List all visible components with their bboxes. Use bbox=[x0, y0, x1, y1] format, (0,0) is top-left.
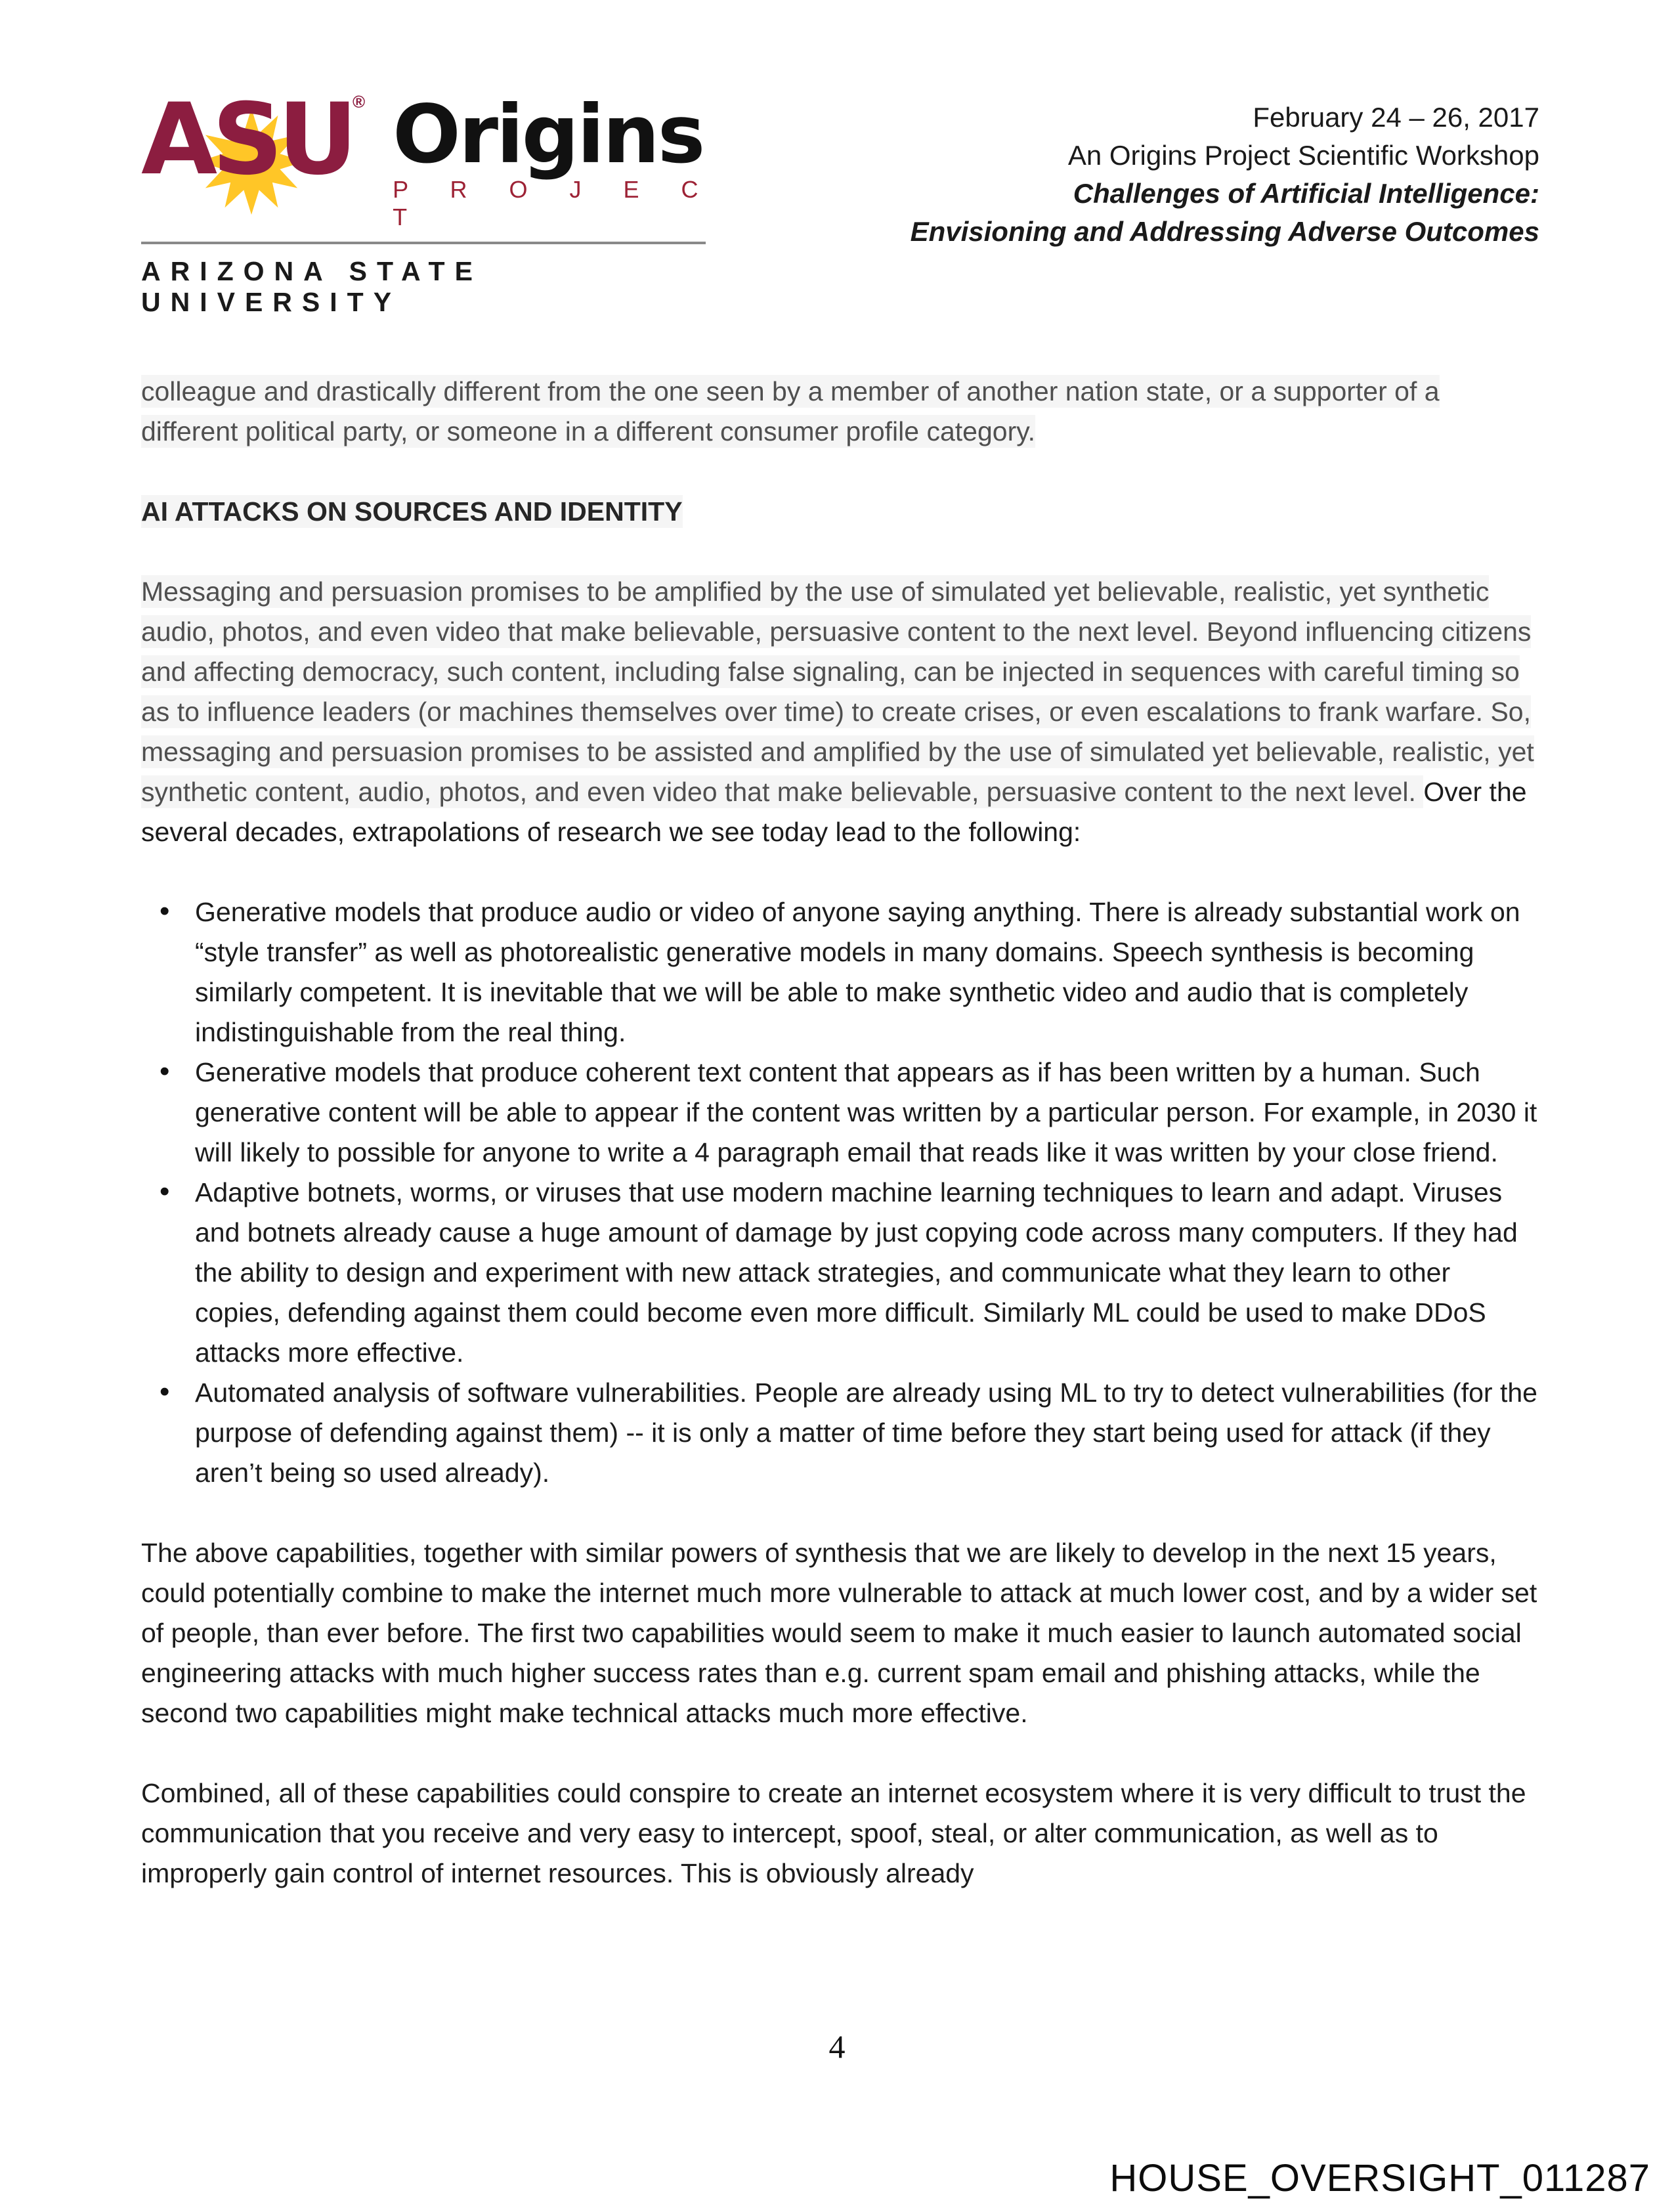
document-body bbox=[0, 318, 1674, 1894]
registered-trademark-icon: ® bbox=[352, 92, 366, 112]
workshop-title-line2: Envisioning and Addressing Adverse Outcomes bbox=[910, 216, 1539, 247]
logo-divider bbox=[141, 242, 706, 244]
capabilities-paragraph: The above capabilities, together with similar powers of synthesis that we are likely to develop in the next 15 years, could potentially combine to make the internet much more vulnerable to attack at much lower cost, and by a wider set of people, than ever before. The first two capabilities would seem to make it much easier to launch automated social engineering attacks with much higher success rates than e.g. current spam email and phishing attacks, while the second two capabilities might make technical attacks much more effective. bbox=[141, 1538, 1537, 1728]
project-text: P R O J E C T bbox=[393, 176, 716, 230]
asu-letters: ASU bbox=[141, 83, 353, 197]
bullet-item-generative-text bbox=[141, 1052, 1539, 1173]
logo-top-row bbox=[141, 83, 719, 231]
intro-paragraph-text: colleague and drastically different from the one seen by a member of another nation state, or a supporter of a different political party, or someone in a different consumer profile category. bbox=[141, 376, 1440, 446]
capability-bullet-list bbox=[141, 892, 1539, 1493]
page-number: 4 bbox=[828, 2028, 846, 2065]
workshop-title-line1: Challenges of Artificial Intelligence: bbox=[1073, 178, 1539, 209]
bates-number: HOUSE_OVERSIGHT_011287 bbox=[1109, 2157, 1650, 2200]
workshop-date: February 24 – 26, 2017 bbox=[1253, 102, 1539, 133]
origins-text: Origins bbox=[393, 88, 704, 181]
asu-origins-logo bbox=[141, 83, 719, 318]
page-header bbox=[0, 0, 1674, 318]
section-heading bbox=[141, 492, 1539, 532]
university-name: ARIZONA STATE UNIVERSITY bbox=[141, 256, 483, 317]
bullet-text: Automated analysis of software vulnerabilities. People are already using ML to try to detect vulnerabilities (for the purpose of defending against them) -- it is only a matter of time before they start being used for attack (if they aren’t being so used already). bbox=[195, 1377, 1537, 1488]
combined-paragraph: Combined, all of these capabilities could conspire to create an internet ecosystem where it is very difficult to trust the communication that you receive and very easy to intercept, spoof, steal, or alter communication, as well as to improperly gain control of internet resources. This is obviously already bbox=[141, 1778, 1526, 1888]
bullet-icon: • bbox=[160, 1175, 170, 1207]
origins-wordmark bbox=[393, 88, 719, 231]
bullet-item-generative-av bbox=[141, 892, 1539, 1052]
bullet-text: Generative models that produce coherent text content that appears as if has been written by a human. Such generative content will be able to appear if the content was written by a particular person. For example, in 2030 it will likely to possible for anyone to write a 4 paragraph email that reads like it was written by your close friend. bbox=[195, 1057, 1537, 1167]
section-heading-text: AI ATTACKS ON SOURCES AND IDENTITY bbox=[141, 496, 683, 527]
bullet-text: Generative models that produce audio or video of anyone saying anything. There is already substantial work on “style transfer” as well as photorealistic generative models in many domains. Speech synthesis is becoming similarly competent. It is inevitable that we will be able to make synthetic video and audio that is completely indistinguishable from the real thing. bbox=[195, 897, 1520, 1047]
bullet-item-adaptive-botnets bbox=[141, 1173, 1539, 1373]
bullet-icon: • bbox=[160, 1055, 170, 1087]
bullet-text: Adaptive botnets, worms, or viruses that use modern machine learning techniques to learn and adapt. Viruses and botnets already cause a huge amount of damage by just copying code across many computers. If they had the ability to design and experiment with new attack strategies, and communicate what they learn to other copies, defending against them could become even more difficult. Similarly ML could be used to make DDoS attacks more effective. bbox=[195, 1177, 1518, 1368]
bullet-item-automated-vulnerability-analysis bbox=[141, 1373, 1539, 1493]
workshop-subtitle: An Origins Project Scientific Workshop bbox=[1067, 140, 1539, 171]
messaging-paragraph bbox=[141, 572, 1539, 852]
workshop-header-block bbox=[911, 91, 1539, 251]
bullet-icon: • bbox=[160, 1376, 170, 1408]
bullet-icon: • bbox=[160, 895, 170, 927]
messaging-paragraph-dark-text: Over the several decades, extrapolations of research we see today lead to the following: bbox=[141, 777, 1527, 847]
messaging-paragraph-light-text: Messaging and persuasion promises to be amplified by the use of simulated yet believable, realistic, yet synthetic audio, photos, and even video that make believable, persuasive content to the next level. Beyond influencing citizens and affecting democracy, such content, including false signaling, can be injected in sequences with careful timing so as to influence leaders (or machines themselves over time) to create crises, or even escalations to frank warfare. So, messaging and persuasion promises to be assisted and amplified by the use of simulated yet believable, realistic, yet synthetic content, audio, photos, and even video that make believable, persuasive content to the next level. bbox=[141, 576, 1534, 807]
asu-mark bbox=[141, 83, 366, 197]
intro-paragraph bbox=[141, 372, 1539, 452]
